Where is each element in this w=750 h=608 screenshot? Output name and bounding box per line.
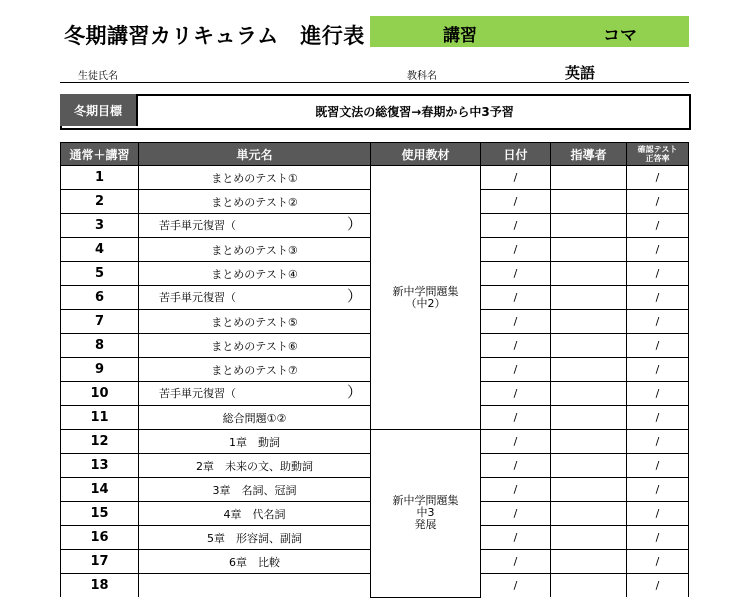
slash-mark: / bbox=[655, 507, 660, 520]
slash-mark: / bbox=[513, 267, 518, 280]
slash-mark: / bbox=[655, 171, 660, 184]
unit-name: まとめのテスト① bbox=[139, 166, 371, 190]
unit-name: 1章 動詞 bbox=[139, 430, 371, 454]
test-rate-cell[interactable] bbox=[627, 406, 689, 430]
unit-name: まとめのテスト⑤ bbox=[139, 310, 371, 334]
test-rate-cell[interactable] bbox=[627, 238, 689, 262]
material-line: 発展 bbox=[414, 518, 437, 532]
weak-unit-review bbox=[139, 214, 370, 237]
unit-name: まとめのテスト④ bbox=[139, 262, 371, 286]
material-cell bbox=[371, 166, 481, 430]
weak-unit-review bbox=[139, 286, 370, 309]
date-cell[interactable] bbox=[481, 358, 551, 382]
lesson-number: 8 bbox=[61, 334, 139, 358]
instructor-cell[interactable] bbox=[551, 214, 627, 238]
unit-name: 6章 比較 bbox=[139, 550, 371, 574]
slash-mark: / bbox=[655, 195, 660, 208]
lesson-number: 9 bbox=[61, 358, 139, 382]
slash-mark: / bbox=[655, 387, 660, 400]
slash-mark: / bbox=[655, 579, 660, 592]
header-instructor: 指導者 bbox=[551, 143, 627, 166]
date-cell[interactable] bbox=[481, 334, 551, 358]
instructor-cell[interactable] bbox=[551, 550, 627, 574]
table-row bbox=[61, 430, 689, 454]
weak-unit-review-cell bbox=[139, 214, 371, 238]
header-date: 日付 bbox=[481, 143, 551, 166]
lesson-number: 17 bbox=[61, 550, 139, 574]
table-row bbox=[61, 166, 689, 190]
instructor-cell[interactable] bbox=[551, 574, 627, 598]
date-cell[interactable] bbox=[481, 262, 551, 286]
test-rate-cell[interactable] bbox=[627, 286, 689, 310]
instructor-cell[interactable] bbox=[551, 430, 627, 454]
instructor-cell[interactable] bbox=[551, 406, 627, 430]
student-name-label: 生徒氏名 bbox=[78, 71, 118, 82]
instructor-cell[interactable] bbox=[551, 454, 627, 478]
date-cell[interactable] bbox=[481, 382, 551, 406]
lesson-number: 13 bbox=[61, 454, 139, 478]
slash-mark: / bbox=[513, 387, 518, 400]
lesson-number: 5 bbox=[61, 262, 139, 286]
slash-mark: / bbox=[655, 267, 660, 280]
slash-mark: / bbox=[655, 483, 660, 496]
slash-mark: / bbox=[655, 411, 660, 424]
date-cell[interactable] bbox=[481, 574, 551, 598]
lesson-number: 14 bbox=[61, 478, 139, 502]
date-cell[interactable] bbox=[481, 286, 551, 310]
material-line: （中2） bbox=[405, 296, 446, 310]
lesson-number: 2 bbox=[61, 190, 139, 214]
slash-mark: / bbox=[513, 555, 518, 568]
lesson-number: 3 bbox=[61, 214, 139, 238]
lesson-number: 6 bbox=[61, 286, 139, 310]
slash-mark: / bbox=[655, 243, 660, 256]
weak-unit-label: 苦手単元復習（ bbox=[159, 387, 236, 400]
unit-name: 3章 名詞、冠詞 bbox=[139, 478, 371, 502]
slash-mark: / bbox=[513, 219, 518, 232]
slash-mark: / bbox=[655, 315, 660, 328]
slash-mark: / bbox=[513, 291, 518, 304]
slash-mark: / bbox=[513, 579, 518, 592]
instructor-cell[interactable] bbox=[551, 166, 627, 190]
lesson-number: 15 bbox=[61, 502, 139, 526]
date-cell[interactable] bbox=[481, 478, 551, 502]
test-rate-cell[interactable] bbox=[627, 430, 689, 454]
test-rate-cell[interactable] bbox=[627, 526, 689, 550]
weak-unit-label: 苦手単元復習（ bbox=[159, 219, 236, 232]
material-line: 新中学問題集 bbox=[392, 284, 459, 298]
page-title: 冬期講習カリキュラム 進行表 bbox=[64, 24, 365, 48]
date-cell[interactable] bbox=[481, 310, 551, 334]
subject-value: 英語 bbox=[565, 64, 596, 82]
lesson-number: 11 bbox=[61, 406, 139, 430]
slash-mark: / bbox=[513, 483, 518, 496]
date-cell[interactable] bbox=[481, 238, 551, 262]
slash-mark: / bbox=[655, 339, 660, 352]
test-rate-cell[interactable] bbox=[627, 166, 689, 190]
instructor-cell[interactable] bbox=[551, 478, 627, 502]
material-cell bbox=[371, 430, 481, 598]
test-rate-cell[interactable] bbox=[627, 382, 689, 406]
lesson-number: 4 bbox=[61, 238, 139, 262]
header-test-rate bbox=[627, 143, 689, 166]
slash-mark: / bbox=[513, 411, 518, 424]
unit-name bbox=[139, 574, 371, 598]
koushu-label: 講習 bbox=[443, 26, 477, 46]
instructor-cell[interactable] bbox=[551, 310, 627, 334]
lesson-number: 1 bbox=[61, 166, 139, 190]
date-cell[interactable] bbox=[481, 214, 551, 238]
date-cell[interactable] bbox=[481, 550, 551, 574]
unit-name: 総合問題①② bbox=[139, 406, 371, 430]
unit-name: まとめのテスト⑥ bbox=[139, 334, 371, 358]
slash-mark: / bbox=[655, 435, 660, 448]
slash-mark: / bbox=[655, 363, 660, 376]
unit-name: 4章 代名詞 bbox=[139, 502, 371, 526]
slash-mark: / bbox=[655, 219, 660, 232]
material-line: 新中学問題集 bbox=[392, 494, 459, 508]
weak-unit-label: 苦手単元復習（ bbox=[159, 291, 236, 304]
lesson-number: 16 bbox=[61, 526, 139, 550]
slash-mark: / bbox=[513, 435, 518, 448]
slash-mark: / bbox=[513, 171, 518, 184]
unit-name: まとめのテスト② bbox=[139, 190, 371, 214]
slash-mark: / bbox=[513, 363, 518, 376]
table-header-row bbox=[61, 143, 689, 166]
test-rate-cell[interactable] bbox=[627, 478, 689, 502]
material-line: 中3 bbox=[416, 506, 435, 520]
header-unit: 単元名 bbox=[139, 143, 371, 166]
instructor-cell[interactable] bbox=[551, 526, 627, 550]
info-underline bbox=[60, 82, 689, 83]
date-cell[interactable] bbox=[481, 502, 551, 526]
instructor-cell[interactable] bbox=[551, 190, 627, 214]
slash-mark: / bbox=[655, 291, 660, 304]
weak-unit-review bbox=[139, 382, 370, 405]
date-cell[interactable] bbox=[481, 166, 551, 190]
header-lesson-no: 通常＋講習 bbox=[61, 143, 139, 166]
date-cell[interactable] bbox=[481, 454, 551, 478]
slash-mark: / bbox=[655, 555, 660, 568]
lesson-number: 10 bbox=[61, 382, 139, 406]
date-cell[interactable] bbox=[481, 406, 551, 430]
weak-unit-paren-close: ） bbox=[347, 287, 363, 305]
lesson-number: 12 bbox=[61, 430, 139, 454]
test-rate-cell[interactable] bbox=[627, 550, 689, 574]
koma-label: コマ bbox=[603, 26, 637, 46]
goal-text: 既習文法の総復習→春期から中3予習 bbox=[315, 104, 514, 119]
slash-mark: / bbox=[513, 459, 518, 472]
slash-mark: / bbox=[655, 531, 660, 544]
slash-mark: / bbox=[513, 243, 518, 256]
test-rate-cell[interactable] bbox=[627, 454, 689, 478]
slash-mark: / bbox=[513, 531, 518, 544]
slash-mark: / bbox=[513, 315, 518, 328]
instructor-cell[interactable] bbox=[551, 502, 627, 526]
test-rate-cell[interactable] bbox=[627, 334, 689, 358]
instructor-cell[interactable] bbox=[551, 262, 627, 286]
unit-name: 5章 形容詞、副詞 bbox=[139, 526, 371, 550]
header-test-label: 確認テスト bbox=[637, 145, 678, 154]
slash-mark: / bbox=[655, 459, 660, 472]
test-rate-cell[interactable] bbox=[627, 502, 689, 526]
test-rate-cell[interactable] bbox=[627, 214, 689, 238]
date-cell[interactable] bbox=[481, 430, 551, 454]
date-cell[interactable] bbox=[481, 190, 551, 214]
lesson-number: 18 bbox=[61, 574, 139, 598]
unit-name: まとめのテスト⑦ bbox=[139, 358, 371, 382]
test-rate-cell[interactable] bbox=[627, 358, 689, 382]
curriculum-table bbox=[60, 142, 689, 598]
instructor-cell[interactable] bbox=[551, 238, 627, 262]
test-rate-cell[interactable] bbox=[627, 574, 689, 598]
date-cell[interactable] bbox=[481, 526, 551, 550]
header-material: 使用教材 bbox=[371, 143, 481, 166]
header-rate-label: 正答率 bbox=[645, 154, 670, 163]
test-rate-cell[interactable] bbox=[627, 310, 689, 334]
weak-unit-review-cell bbox=[139, 382, 371, 406]
weak-unit-paren-close: ） bbox=[347, 215, 363, 233]
subject-label: 教科名 bbox=[407, 71, 437, 82]
instructor-cell[interactable] bbox=[551, 334, 627, 358]
instructor-cell[interactable] bbox=[551, 358, 627, 382]
unit-name: 2章 未来の文、助動詞 bbox=[139, 454, 371, 478]
slash-mark: / bbox=[513, 195, 518, 208]
weak-unit-paren-close: ） bbox=[347, 383, 363, 401]
instructor-cell[interactable] bbox=[551, 382, 627, 406]
test-rate-cell[interactable] bbox=[627, 262, 689, 286]
weak-unit-review-cell bbox=[139, 286, 371, 310]
table-body bbox=[61, 166, 689, 598]
unit-name: まとめのテスト③ bbox=[139, 238, 371, 262]
test-rate-cell[interactable] bbox=[627, 190, 689, 214]
instructor-cell[interactable] bbox=[551, 286, 627, 310]
goal-label: 冬期目標 bbox=[60, 94, 138, 126]
lesson-number: 7 bbox=[61, 310, 139, 334]
slash-mark: / bbox=[513, 339, 518, 352]
slash-mark: / bbox=[513, 507, 518, 520]
